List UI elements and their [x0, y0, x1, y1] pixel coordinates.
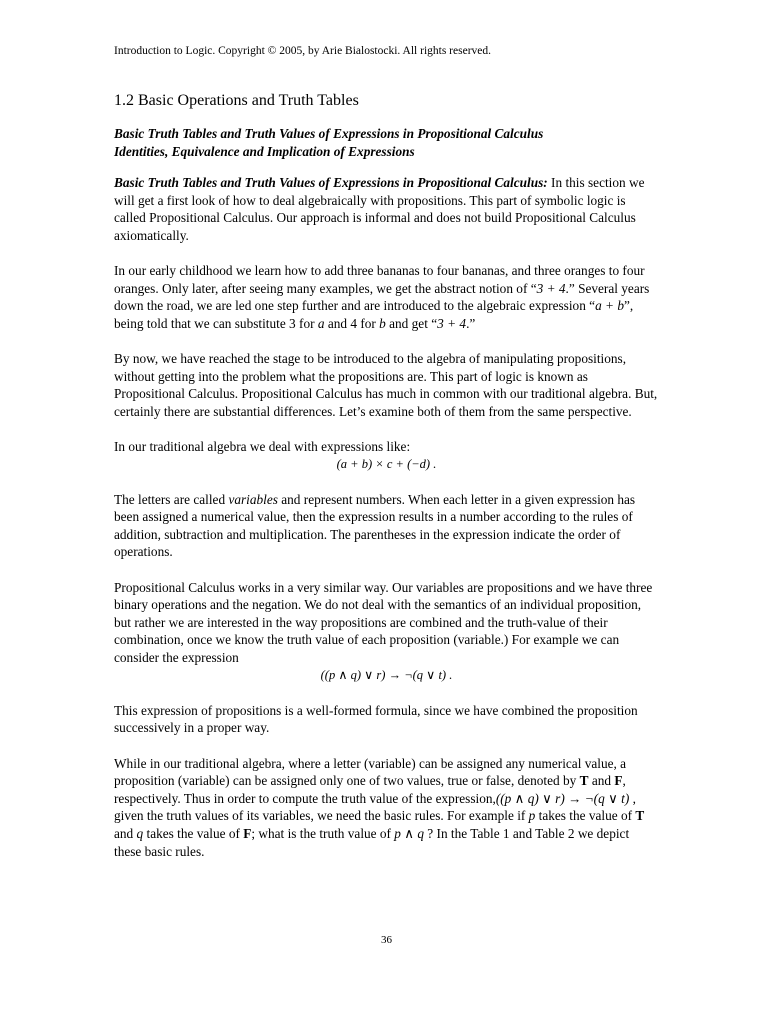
paragraph-truth-values: [114, 755, 659, 861]
inline-formula: 3 + 4: [437, 315, 467, 331]
text-run: .” Several years down the road, we are led one step further and are introduced to the algebraic expression “: [114, 280, 650, 314]
text-run: takes the value of: [143, 825, 244, 841]
text-run: The letters are called: [114, 491, 229, 507]
bold-symbol: T: [579, 773, 589, 789]
display-formula: (a + b) × c + (−d) .: [336, 456, 437, 471]
paragraph-algebra-of-propositions: By now, we have reached the stage to be introduced to the algebra of manipulating propositions, without getting into the problem what the propositions are. This part of logic is known as Propositional Calculus. Propositional Calculus has much in common with our traditional algebra. But, certainly there are substantial differences. Let’s examine both of them from the same perspective.: [114, 350, 658, 419]
text-run: ? In the Table 1 and Table 2 we depict these basic rules.: [114, 825, 630, 859]
inline-formula: a + b: [595, 298, 624, 314]
emphasis: variables: [228, 491, 278, 507]
body-text: [114, 174, 659, 878]
inline-formula: 3 + 4: [536, 280, 566, 296]
running-header: Introduction to Logic. Copyright © 2005, by Arie Bialostocki. All rights reserved.: [114, 45, 492, 57]
text-run: and represent numbers. When each letter in a given expression has been assigned a numerical value, then the expression results in a number according to the rules of addition, subtraction and multiplication. The parentheses in the expression indicate the order of operations.: [114, 491, 636, 560]
section-title: 1.2 Basic Operations and Truth Tables: [114, 92, 359, 109]
paragraph-text: In this section we will get a first look of how to deal algebraically with propositions. This part of symbolic logic is called Propositional Calculus. Our approach is informal and does not build Propositional Calculus axiomatically.: [114, 175, 645, 243]
bold-symbol: F: [243, 825, 252, 841]
text-run: , respectively. Thus in order to compute the truth value of the expression,: [114, 773, 626, 806]
topic-list: [114, 125, 659, 160]
text-run: .”: [466, 315, 476, 331]
text-run: ”, being told that we can substitute 3 for: [114, 298, 634, 331]
page-number: 36: [381, 934, 392, 946]
paragraph-lead: Basic Truth Tables and Truth Values of Expressions in Propositional Calculus:: [114, 175, 548, 190]
text-run: takes the value of: [535, 808, 636, 824]
paragraph-well-formed: This expression of propositions is a well-formed formula, since we have combined the proposition successively in a proper way.: [114, 702, 638, 736]
bold-symbol: T: [635, 808, 645, 824]
variable: p: [528, 808, 536, 824]
paragraph-intro: [114, 174, 659, 244]
text-run: ; what is the truth value of: [251, 825, 395, 841]
paragraph-propositional-calculus: Propositional Calculus works in a very similar way. Our variables are propositions and we have three binary operations and the negation. We do not deal with the semantics of an individual proposition, but rather we are interested in the way propositions are combined and the truth-value of their combination, once we know the truth value of each proposition (variable.) For example we can consider the expression: [114, 579, 653, 666]
paragraph-traditional-algebra-intro: In our traditional algebra we deal with expressions like:: [114, 438, 411, 454]
text-run: and: [114, 825, 137, 841]
topic-item: Identities, Equivalence and Implication of Expressions: [114, 143, 415, 159]
text-run: While in our traditional algebra, where a letter (variable) can be assigned any numerical value, a proposition (variable) can be assigned only one of two values, true or false, denoted by: [114, 755, 627, 789]
variable: a: [317, 315, 325, 331]
text-run: , given the truth values of its variables, we need the basic rules. For example if: [114, 790, 636, 824]
display-formula: ((p ∧ q) ∨ r) → ¬(q ∨ t) .: [320, 667, 453, 682]
text-run: and: [588, 773, 615, 789]
text-run: and get “: [385, 315, 438, 331]
bold-symbol: F: [614, 773, 623, 789]
paragraph-variables: [114, 491, 659, 561]
inline-formula: p ∧ q: [394, 825, 424, 841]
text-run: and 4 for: [324, 315, 380, 331]
inline-formula: ((p ∧ q) ∨ r) → ¬(q ∨ t): [495, 790, 630, 806]
variable: b: [379, 315, 386, 331]
variable: q: [136, 825, 144, 841]
topic-item: Basic Truth Tables and Truth Values of Expressions in Propositional Calculus: [114, 126, 544, 141]
paragraph-childhood: [114, 262, 659, 332]
text-run: In our early childhood we learn how to add three bananas to four bananas, and three oranges to four oranges. Only later, after seeing many examples, we get the abstract notion of “: [114, 262, 645, 296]
